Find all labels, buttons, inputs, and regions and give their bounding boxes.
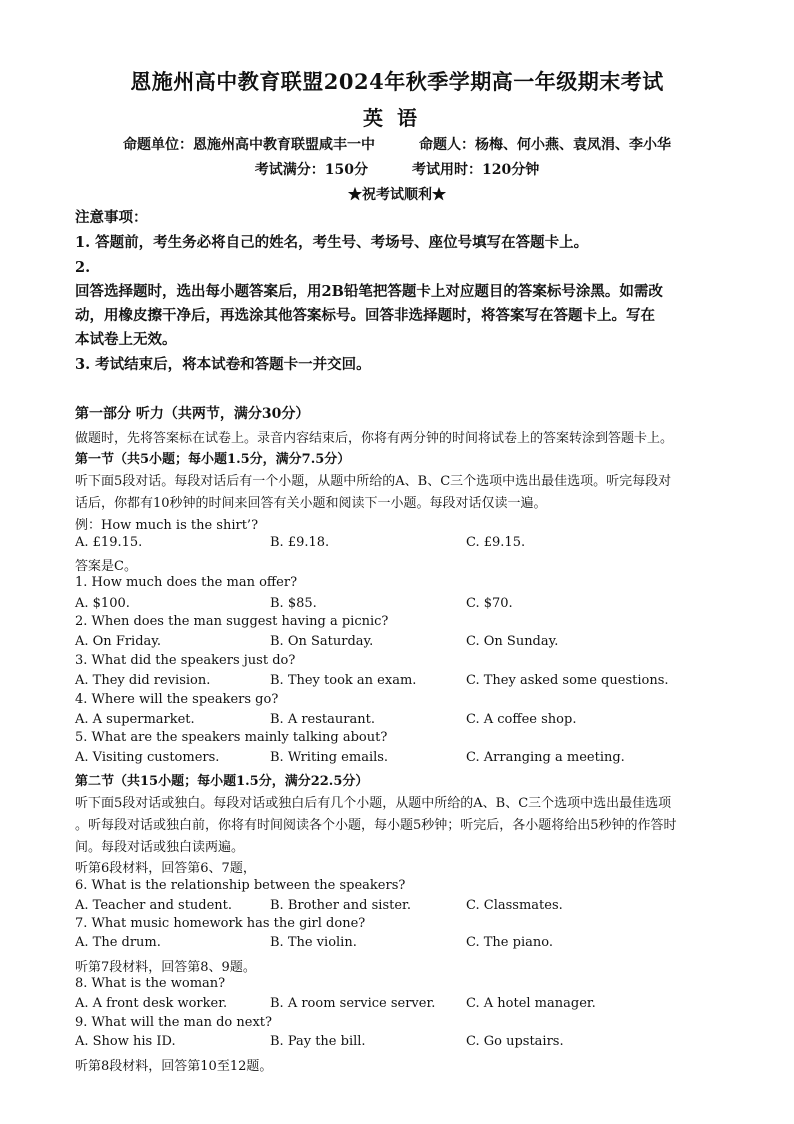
- q1-option-c: C. $70.: [466, 596, 513, 611]
- section1-heading: 第一节（共5小题；每小题1.5分，满分7.5分）: [75, 452, 351, 467]
- q4-option-c: C. A coffee shop.: [466, 712, 577, 727]
- material-6-instruction: 听第6段材料，回答第6、7题，: [75, 861, 256, 876]
- exam-title: 恩施州高中教育联盟2024年秋季学期高一年级期末考试: [130, 69, 664, 94]
- q9-option-a: A. Show his ID.: [75, 1034, 176, 1049]
- section2-heading: 第二节（共15小题；每小题1.5分，满分22.5分）: [75, 774, 369, 789]
- section2-instruction-line-1: 听下面5段对话或独白。每段对话或独白后有几个小题，从题中所给的A、B、C三个选项中选出最佳选项: [75, 796, 672, 811]
- q7-option-b: B. The violin.: [270, 935, 357, 950]
- exam-unit: 命题单位：恩施州高中教育联盟咸丰一中: [123, 137, 375, 153]
- full-score: 考试满分：150分: [254, 162, 368, 178]
- q7-option-a: A. The drum.: [75, 935, 161, 950]
- example-answer: 答案是C。: [75, 559, 137, 574]
- note-2-line-1: 回答选择题时，选出每小题答案后，用2B铅笔把答题卡上对应题目的答案标号涂黑。如需改: [75, 283, 663, 300]
- q7-option-c: C. The piano.: [466, 935, 553, 950]
- note-2-line-2: 动，用橡皮擦干净后，再选涂其他答案标号。回答非选择题时，将答案写在答题卡上。写在: [75, 307, 655, 324]
- question-6: 6. What is the relationship between the speakers?: [75, 878, 406, 893]
- q2-option-b: B. On Saturday.: [270, 634, 374, 649]
- question-8: 8. What is the woman?: [75, 976, 226, 991]
- section2-instruction-line-2: 。听每段对话或独白前，你将有时间阅读各个小题，每小题5秒钟；听完后，各小题将给出5秒钟的作答时: [75, 818, 677, 833]
- q4-option-b: B. A restaurant.: [270, 712, 375, 727]
- example-option-b: B. £9.18.: [270, 535, 330, 550]
- exam-duration: 考试用时：120分钟: [412, 162, 540, 178]
- q6-option-a: A. Teacher and student.: [75, 898, 233, 913]
- subject-title: 英语: [363, 106, 431, 130]
- note-3: 3. 考试结束后，将本试卷和答题卡一并交回。: [75, 356, 371, 373]
- q3-option-a: A. They did revision.: [75, 673, 211, 688]
- exam-authors: 命题人：杨梅、何小燕、袁凤涓、李小华: [419, 137, 671, 153]
- question-1: 1. How much does the man offer?: [75, 575, 298, 590]
- example-question: 例：How much is the shirt’?: [75, 518, 259, 533]
- question-2: 2. When does the man suggest having a picnic?: [75, 614, 389, 629]
- question-7: 7. What music homework has the girl done?: [75, 916, 366, 931]
- blessing: ★祝考试顺利★: [348, 187, 446, 203]
- q3-option-c: C. They asked some questions.: [466, 673, 669, 688]
- q1-option-b: B. $85.: [270, 596, 317, 611]
- q8-option-a: A. A front desk worker.: [75, 996, 228, 1011]
- q3-option-b: B. They took an exam.: [270, 673, 417, 688]
- q9-option-c: C. Go upstairs.: [466, 1034, 564, 1049]
- question-4: 4. Where will the speakers go?: [75, 692, 279, 707]
- example-option-c: C. £9.15.: [466, 535, 526, 550]
- question-3: 3. What did the speakers just do?: [75, 653, 296, 668]
- q2-option-a: A. On Friday.: [75, 634, 162, 649]
- q8-option-b: B. A room service server.: [270, 996, 436, 1011]
- note-2-line-3: 本试卷上无效。: [75, 331, 177, 348]
- q2-option-c: C. On Sunday.: [466, 634, 559, 649]
- q6-option-c: C. Classmates.: [466, 898, 563, 913]
- section2-instruction-line-3: 间。每段对话或独白读两遍。: [75, 840, 245, 855]
- part1-intro: 做题时，先将答案标在试卷上。录音内容结束后，你将有两分钟的时间将试卷上的答案转涂到答题卡上。: [75, 431, 674, 446]
- q9-option-b: B. Pay the bill.: [270, 1034, 366, 1049]
- section1-instruction-line-1: 听下面5段对话。每段对话后有一个小题，从题中所给的A、B、C三个选项中选出最佳选项。听完每段对: [75, 474, 672, 489]
- question-9: 9. What will the man do next?: [75, 1015, 272, 1030]
- exam-author-line: [0, 134, 794, 154]
- q8-option-c: C. A hotel manager.: [466, 996, 596, 1011]
- q1-option-a: A. $100.: [75, 596, 130, 611]
- example-option-a: A. £19.15.: [75, 535, 143, 550]
- material-8-instruction: 听第8段材料，回答第10至12题。: [75, 1059, 273, 1074]
- q6-option-b: B. Brother and sister.: [270, 898, 411, 913]
- question-5: 5. What are the speakers mainly talking about?: [75, 730, 388, 745]
- q5-option-a: A. Visiting customers.: [75, 750, 220, 765]
- note-1: 1. 答题前，考生务必将自己的姓名，考生号、考场号、座位号填写在答题卡上。: [75, 234, 589, 251]
- notes-heading: 注意事项：: [75, 209, 148, 226]
- exam-score-line: [0, 159, 794, 179]
- part1-heading: 第一部分 听力（共两节，满分30分）: [75, 406, 310, 422]
- section1-instruction-line-2: 话后，你都有10秒钟的时间来回答有关小题和阅读下一小题。每段对话仅读一遍。: [75, 496, 547, 511]
- q4-option-a: A. A supermarket.: [75, 712, 195, 727]
- q5-option-c: C. Arranging a meeting.: [466, 750, 625, 765]
- q5-option-b: B. Writing emails.: [270, 750, 389, 765]
- material-7-instruction: 听第7段材料，回答第8、9题。: [75, 960, 256, 975]
- note-2-number: 2.: [75, 259, 91, 276]
